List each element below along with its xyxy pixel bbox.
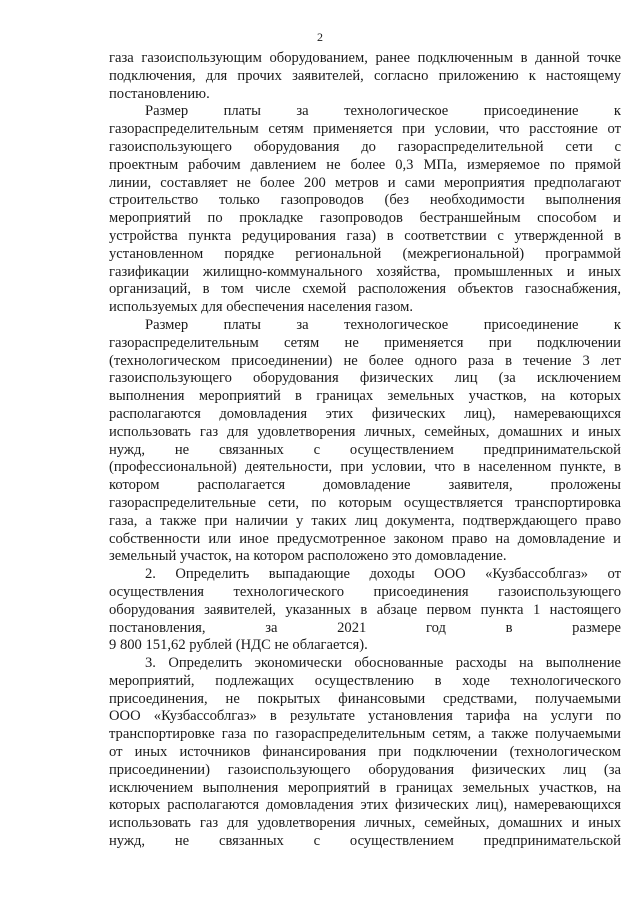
text-line: которых располагаются домовладения этих физических лиц), намеревающихся bbox=[109, 797, 621, 814]
text-line: используемых для обеспечения населения газом. bbox=[109, 299, 414, 316]
paragraph-first-line: 2. Определить выпадающие доходы ООО «Кузбассоблгаз» от bbox=[145, 566, 621, 583]
text-line: устройства пункта редуцирования газа) в соответствии с утвержденной в bbox=[109, 227, 621, 244]
text-line: газа газоиспользующим оборудованием, ранее подключенным в данной точке bbox=[109, 50, 621, 66]
paragraph-first-line: 3. Определить экономически обоснованные расходы на выполнение bbox=[145, 655, 621, 672]
document-body bbox=[109, 50, 621, 851]
text-line: использовать газ для удовлетворения личных, семейных, домашних и иных bbox=[109, 423, 621, 440]
text-line: собственности или иное предусмотренное законом право на домовладение и bbox=[109, 530, 621, 547]
text-line: постановлению. bbox=[109, 85, 210, 102]
text-line: мероприятий, подлежащих осуществлению в ходе технологического bbox=[109, 672, 621, 689]
text-line: строительство только газопроводов (без необходимости выполнения bbox=[109, 192, 621, 209]
text-line: котором располагается домовладение заявителя, проложены bbox=[109, 477, 621, 494]
text-line: газоиспользующего оборудования до газораспределительной сети с bbox=[109, 138, 621, 155]
text-line: выполнения мероприятий в границах земельных участков, на которых bbox=[109, 388, 621, 405]
paragraph-first-line: Размер платы за технологическое присоединение к bbox=[145, 316, 621, 333]
text-line: присоединения, не покрытых финансовыми средствами, получаемыми bbox=[109, 690, 621, 707]
text-line: земельный участок, на котором расположено это домовладение. bbox=[109, 548, 507, 565]
text-line: присоединении) газоиспользующего оборудования физических лиц (за bbox=[109, 761, 621, 778]
text-line: (технологическом присоединении) не более одного раза в течение 3 лет bbox=[109, 352, 621, 369]
text-line: газораспределительные сети, по которым осуществляется транспортировка bbox=[109, 494, 621, 511]
text-line: постановления, за 2021 год в размере bbox=[109, 619, 621, 636]
text-line: оборудования заявителей, указанных в абзаце первом пункта 1 настоящего bbox=[109, 601, 621, 618]
text-line: установленном порядке региональной (межрегиональной) программой bbox=[109, 245, 621, 262]
text-line: мероприятий по прокладке газопроводов бестраншейным способом и bbox=[109, 210, 621, 227]
text-line: нужд, не связанных с осуществлением предпринимательской bbox=[109, 833, 621, 850]
text-line: газораспределительным сетям не применяется при подключении bbox=[109, 334, 621, 351]
text-line: подключения, для прочих заявителей, согласно приложению к настоящему bbox=[109, 67, 621, 84]
text-line: от иных источников финансирования при подключении (технологическом bbox=[109, 744, 621, 761]
text-line: осуществления технологического присоединения газоиспользующего bbox=[109, 583, 621, 600]
text-line: располагаются домовладения этих физических лиц), намеревающихся bbox=[109, 405, 621, 422]
text-line: нужд, не связанных с осуществлением предпринимательской bbox=[109, 441, 621, 458]
text-line: исключением выполнения мероприятий в границах земельных участков, на bbox=[109, 779, 621, 796]
paragraph-first-line: Размер платы за технологическое присоединение к bbox=[145, 103, 621, 120]
text-line: организаций, в том числе схемой расположения объектов газоснабжения, bbox=[109, 281, 621, 298]
page-number: 2 bbox=[317, 30, 323, 44]
text-line: газораспределительным сетям применяется при условии, что расстояние от bbox=[109, 121, 621, 138]
text-line: транспортировке газа по газораспределительным сетям, а также получаемыми bbox=[109, 726, 621, 743]
text-line: проектным рабочим давлением не более 0,3 МПа, измеряемое по прямой bbox=[109, 156, 621, 173]
text-line: газоиспользующего оборудования физических лиц (за исключением bbox=[109, 370, 621, 387]
text-line: ООО «Кузбассоблгаз» в результате установления тарифа на услуги по bbox=[109, 708, 621, 725]
text-line: (профессиональной) деятельности, при условии, что в населенном пункте, в bbox=[109, 459, 621, 476]
text-line: 9 800 151,62 рублей (НДС не облагается). bbox=[109, 637, 368, 654]
text-line: использовать газ для удовлетворения личных, семейных, домашних и иных bbox=[109, 815, 621, 832]
text-line: газификации жилищно-коммунального хозяйства, промышленных и иных bbox=[109, 263, 621, 280]
text-line: линии, составляет не более 200 метров и сами мероприятия предполагают bbox=[109, 174, 621, 191]
text-line: газа, а также при наличии у таких лиц документа, подтверждающего право bbox=[109, 512, 621, 529]
